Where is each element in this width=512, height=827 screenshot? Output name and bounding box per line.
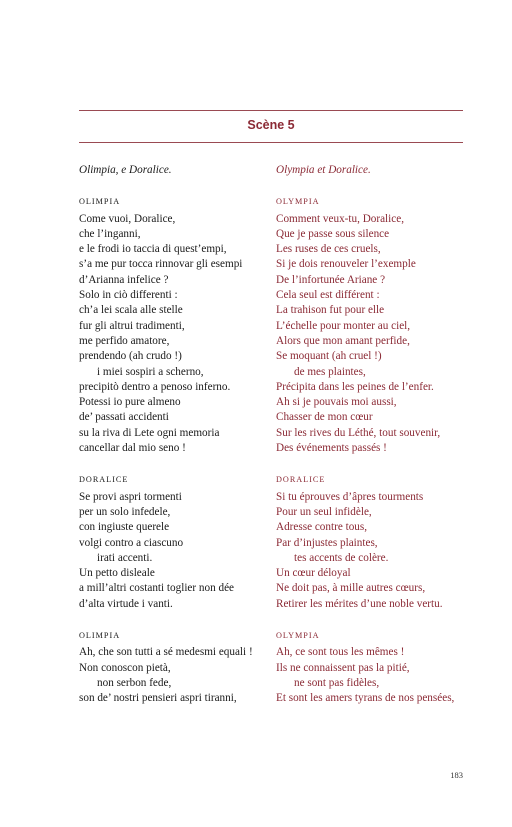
speaker-name: OLYMPIA xyxy=(276,631,320,641)
verse-line: Adresse contre tous, xyxy=(276,521,368,534)
verse-line: i miei sospiri a scherno, xyxy=(97,365,204,378)
verse-line: Un petto disleale xyxy=(79,567,155,580)
speech-block xyxy=(79,194,275,456)
verse-line: Non conoscon pietà, xyxy=(79,661,171,674)
verse-line: Par d’injustes plaintes, xyxy=(276,536,378,549)
verse-line: Des événements passés ! xyxy=(276,442,387,455)
verse-line: De l’infortunée Ariane ? xyxy=(276,273,386,286)
verse-line: che l’inganni, xyxy=(79,227,141,240)
verse-line: de mes plaintes, xyxy=(294,365,366,378)
verse-line: Et sont les amers tyrans de nos pensées, xyxy=(276,692,455,705)
verse-line: son de’ nostri pensieri aspri tiranni, xyxy=(79,692,237,705)
verse-line: fur gli altrui tradimenti, xyxy=(79,319,185,332)
speech-block xyxy=(276,628,472,706)
verse-line: La trahison fut pour elle xyxy=(276,304,385,317)
verse-line: Solo in ciò differenti : xyxy=(79,289,178,302)
verse-line: su la riva di Lete ogni memoria xyxy=(79,426,220,439)
verse-line: d’alta virtude i vanti. xyxy=(79,597,173,610)
verse-line: Ne doit pas, à mille autres cœurs, xyxy=(276,582,426,595)
verse-line: ne sont pas fidèles, xyxy=(294,676,380,689)
verse-line: de’ passati accidenti xyxy=(79,411,169,424)
speech-blocks xyxy=(79,194,275,706)
verse-line: Si tu éprouves d’âpres tourments xyxy=(276,490,424,503)
speech-blocks xyxy=(276,194,472,706)
verse-line: irati accenti. xyxy=(97,551,153,564)
verse-line: Alors que mon amant perfide, xyxy=(276,334,410,347)
verse-line: Se provi aspri tormenti xyxy=(79,490,182,503)
verse-line: Ils ne connaissent pas la pitié, xyxy=(276,661,410,674)
verse-line: Se moquant (ah cruel !) xyxy=(276,350,382,363)
cast-list: Olympia et Doralice. xyxy=(276,164,371,176)
verse-line: prendendo (ah crudo !) xyxy=(79,350,182,363)
cast-list: Olimpia, e Doralice. xyxy=(79,164,172,176)
verse-line: con ingiuste querele xyxy=(79,521,170,534)
french-column xyxy=(276,163,472,723)
speech-block xyxy=(79,472,275,612)
verse-line: a mill’altri costanti toglier non dée xyxy=(79,582,235,595)
verse-line: d’Arianna infelice ? xyxy=(79,273,169,286)
verse-line: me perfido amatore, xyxy=(79,334,170,347)
verse-line: Pour un seul infidèle, xyxy=(276,505,372,518)
verse-line: per un solo infedele, xyxy=(79,505,171,518)
verse-line: Ah, che son tutti a sé medesmi equali ! xyxy=(79,646,253,659)
verse-line: volgi contro a ciascuno xyxy=(79,536,184,549)
speech-block xyxy=(276,194,472,456)
speech-block xyxy=(79,628,275,706)
verse-line: Précipita dans les peines de l’enfer. xyxy=(276,380,434,393)
speaker-name: DORALICE xyxy=(79,475,129,485)
page-number: 183 xyxy=(450,770,463,780)
verse-line: s’a me pur tocca rinnovar gli esempi xyxy=(79,258,243,271)
verse-line: Un cœur déloyal xyxy=(276,567,351,580)
verse-line: Potessi io pure almeno xyxy=(79,396,181,409)
verse-line: tes accents de colère. xyxy=(294,551,389,564)
verse-line: Sur les rives du Léthé, tout souvenir, xyxy=(276,426,441,439)
verse-line: precipitò dentro a penoso inferno. xyxy=(79,380,231,393)
speaker-name: OLIMPIA xyxy=(79,197,121,207)
verse-line: Les ruses de ces cruels, xyxy=(276,243,381,256)
verse-line: Cela seul est différent : xyxy=(276,289,380,302)
speaker-name: OLYMPIA xyxy=(276,197,320,207)
verse-line: Ah si je pouvais moi aussi, xyxy=(276,396,397,409)
verse-line: Comment veux-tu, Doralice, xyxy=(276,212,405,225)
speech-block xyxy=(276,472,472,612)
verse-line: ch’a lei scala alle stelle xyxy=(79,304,183,317)
speaker-name: OLIMPIA xyxy=(79,631,121,641)
verse-line: L’échelle pour monter au ciel, xyxy=(276,319,411,332)
title-underline-rule xyxy=(79,142,463,143)
verse-line: Come vuoi, Doralice, xyxy=(79,212,176,225)
verse-line: Chasser de mon cœur xyxy=(276,411,373,424)
verse-line: non serbon fede, xyxy=(97,676,172,689)
verse-line: Si je dois renouveler l’exemple xyxy=(276,258,416,271)
verse-line: cancellar dal mio seno ! xyxy=(79,442,186,455)
verse-line: Ah, ce sont tous les mêmes ! xyxy=(276,646,405,659)
speaker-name: DORALICE xyxy=(276,475,326,485)
verse-line: e le frodi io taccia di quest’empi, xyxy=(79,243,227,256)
verse-line: Que je passe sous silence xyxy=(276,227,390,240)
top-rule xyxy=(79,110,463,111)
scene-title: Scène 5 xyxy=(247,118,295,132)
italian-column xyxy=(79,163,275,723)
verse-line: Retirer les mérites d’une noble vertu. xyxy=(276,597,443,610)
